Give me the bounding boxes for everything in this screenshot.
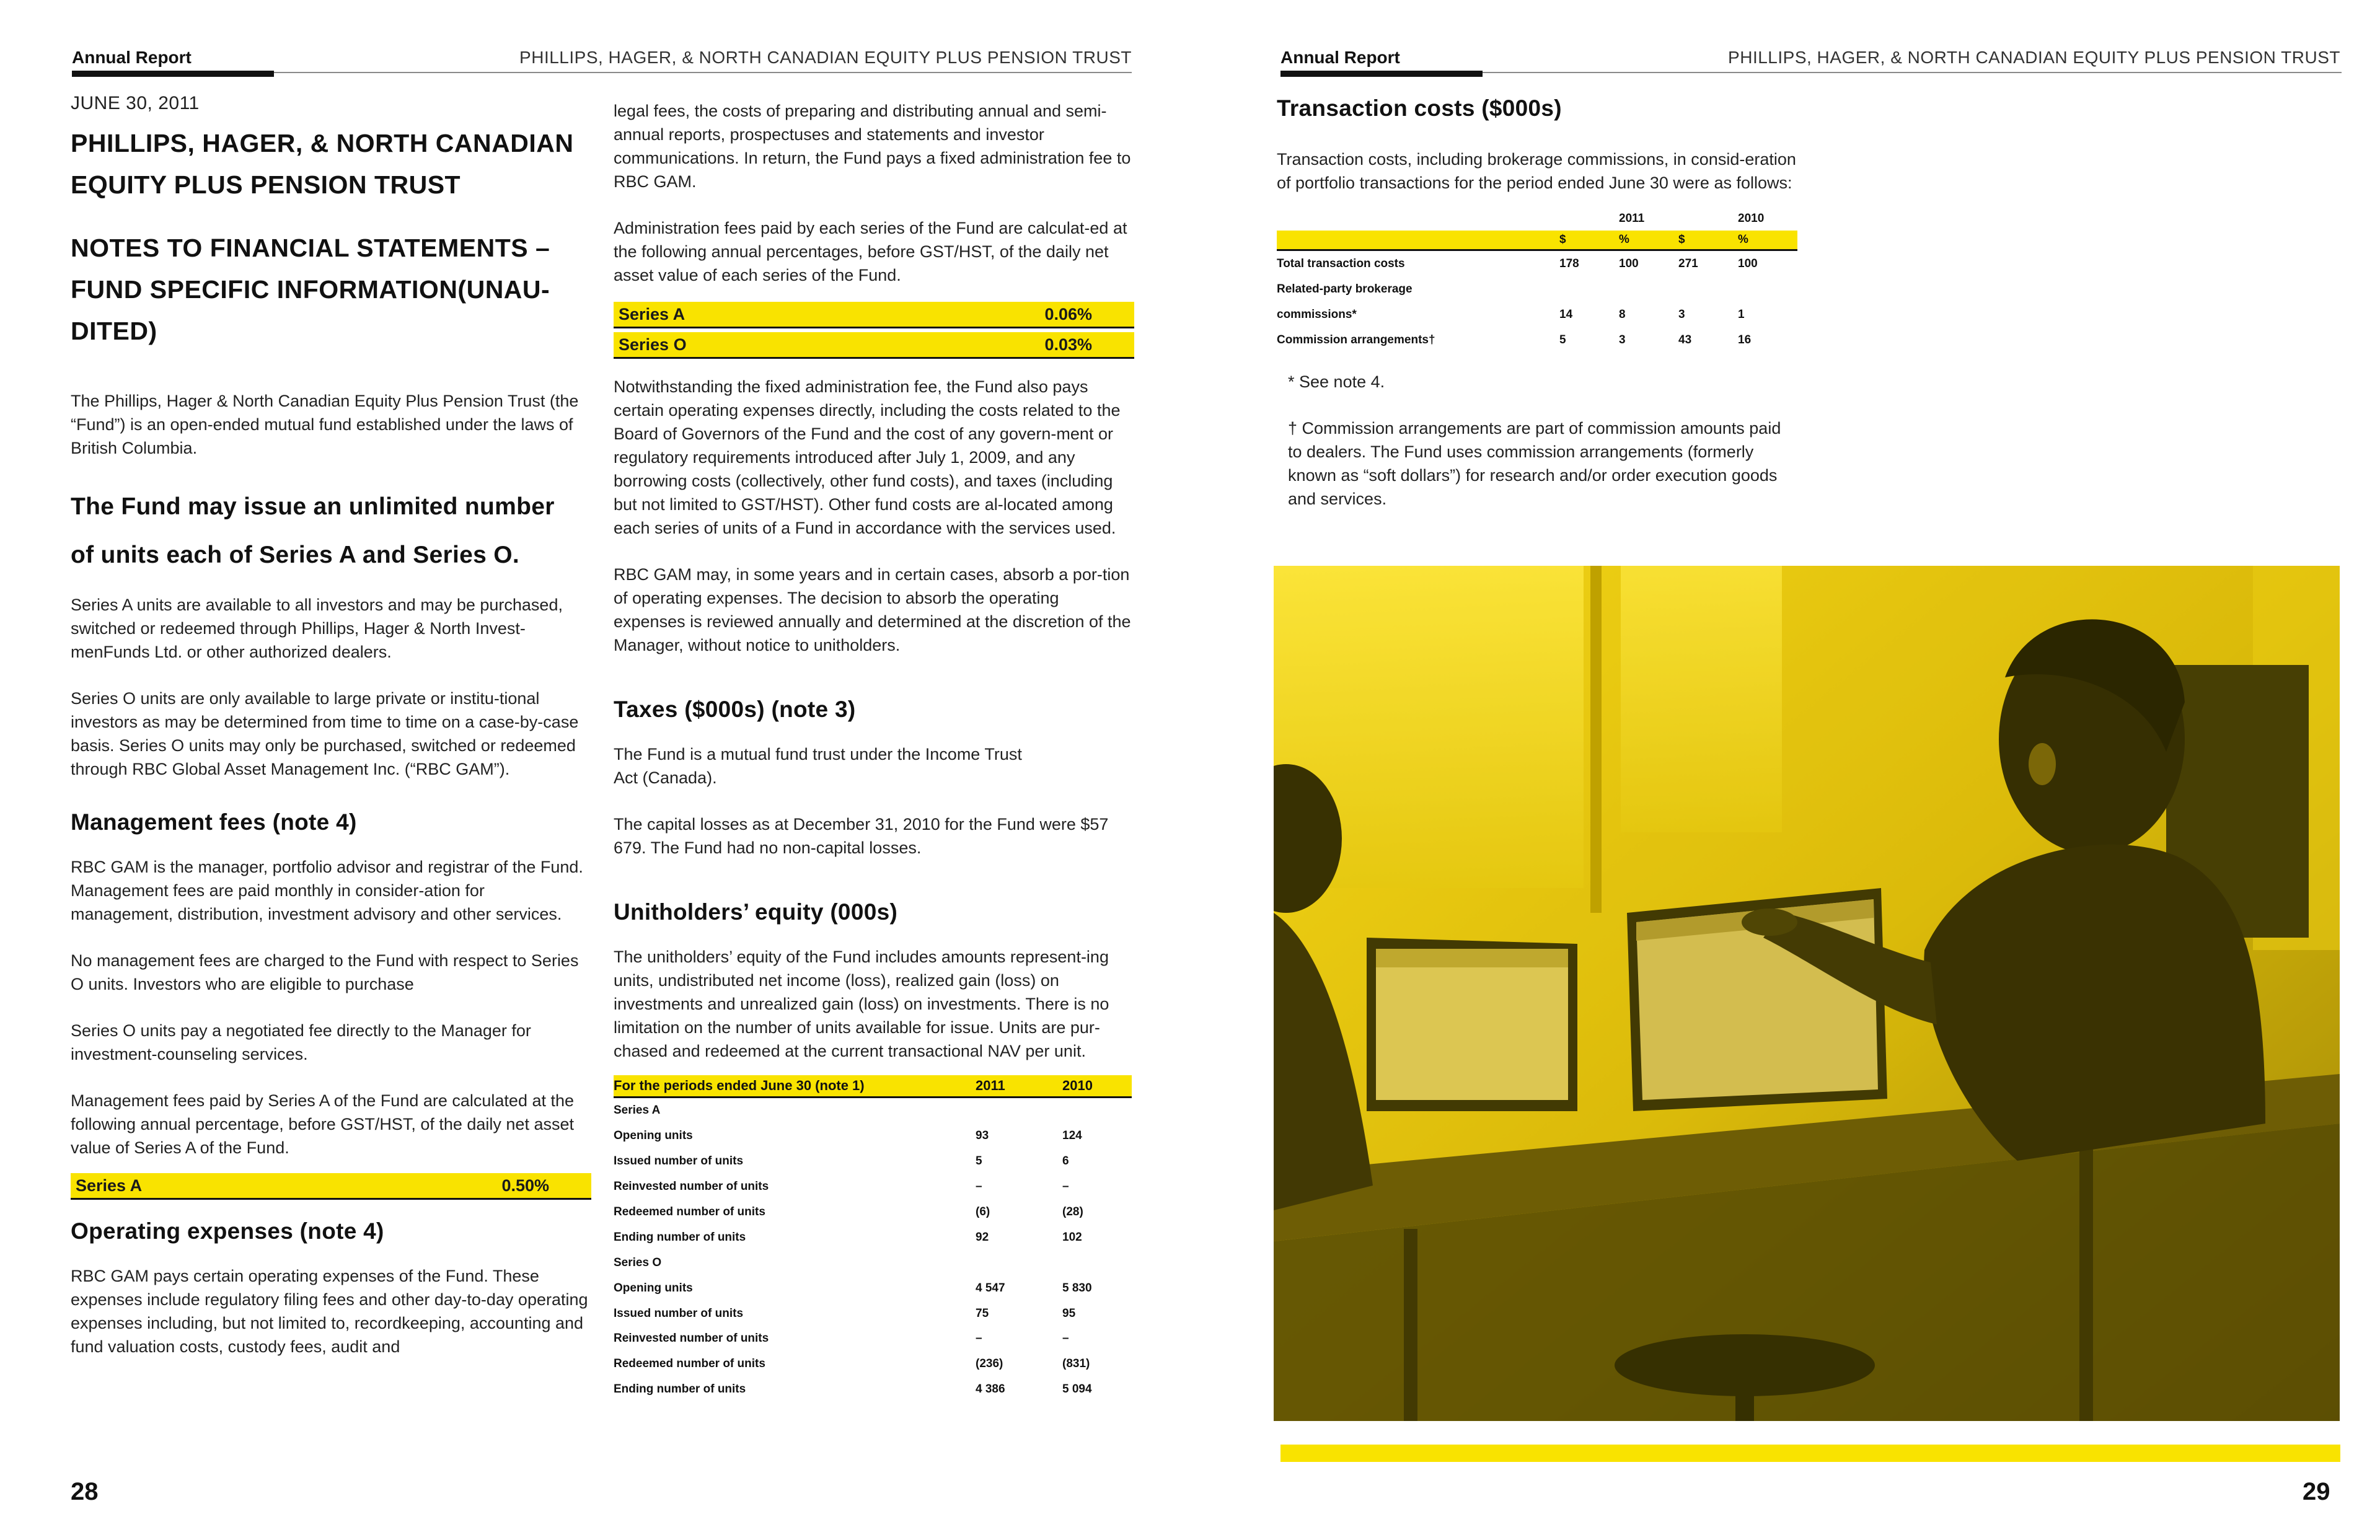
- admin-rate-table: [614, 302, 1134, 359]
- row-label: Opening units: [614, 1129, 693, 1143]
- units-table-row: [614, 1250, 1132, 1275]
- units-table-body: [614, 1098, 1132, 1402]
- row-value: [1738, 276, 1797, 302]
- row-label: Related-party brokerage: [1277, 282, 1413, 296]
- header-rule-accent: [72, 71, 274, 77]
- equity-paragraph: The unitholders’ equity of the Fund includes amounts represent-ing units, undistributed net income (loss), realized gain (loss) on investments and unrealized gain (loss) on investments. There is no limitation on the number of units available for issue. Units are pur-chased and redeemed at the current transactional NAV per unit.: [614, 948, 1109, 1060]
- footnote: † Commission arrangements are part of commission amounts paid to dealers. The Fund uses commission arrangements (formerly known as “soft dollars”) for research and/or order execution goods and services.: [1288, 419, 1781, 508]
- row-label: Issued number of units: [614, 1306, 744, 1320]
- equity-heading: Unitholders’ equity (000s): [614, 899, 898, 925]
- header-cell: 2011: [976, 1075, 1062, 1098]
- row-value: [1678, 276, 1738, 302]
- left-column: [71, 93, 591, 1381]
- units-table-row: [614, 1200, 1132, 1225]
- row-label: Opening units: [614, 1281, 693, 1295]
- row-value: 1: [1738, 307, 1745, 321]
- units-heading-line: The Fund may issue an unlimited number: [71, 493, 555, 520]
- units-heading-line: of units each of Series A and Series O.: [71, 542, 520, 568]
- rate-label: Series A: [76, 1176, 143, 1195]
- year-row: [1277, 207, 1797, 231]
- footnote: * See note 4.: [1288, 372, 1385, 391]
- transaction-heading: Transaction costs ($000s): [1277, 95, 1562, 121]
- unit-cell: %: [1619, 231, 1678, 250]
- rate-value: 0.03%: [1044, 335, 1092, 354]
- fund-title-line: PHILLIPS, HAGER, & NORTH CANADIAN: [71, 129, 574, 157]
- row-value: –: [976, 1332, 982, 1345]
- notes-title: [71, 227, 591, 352]
- row-value: –: [976, 1180, 982, 1194]
- row-value: 5: [1559, 333, 1566, 346]
- row-label: Series O: [614, 1256, 662, 1269]
- unit-row: [1277, 231, 1797, 250]
- row-value: (831): [1062, 1357, 1090, 1371]
- office-photo: [1274, 566, 2340, 1421]
- transaction-table-row: [1277, 327, 1797, 353]
- row-value: 5 094: [1062, 1383, 1092, 1396]
- row-label: Issued number of units: [614, 1155, 744, 1168]
- row-label: Reinvested number of units: [614, 1180, 769, 1194]
- row-value: (28): [1062, 1205, 1083, 1218]
- row-value: 5 830: [1062, 1281, 1092, 1295]
- row-value: [1559, 276, 1619, 302]
- row-label: Redeemed number of units: [614, 1357, 765, 1371]
- taxes-paragraph: The capital losses as at December 31, 2010 for the Fund were $57 679. The Fund had no non-capital losses.: [614, 815, 1109, 857]
- fund-title-line: EQUITY PLUS PENSION TRUST: [71, 170, 461, 199]
- row-value: [1619, 276, 1678, 302]
- row-value: 92: [976, 1230, 989, 1244]
- row-value: 3: [1678, 307, 1685, 321]
- row-label: Ending number of units: [614, 1383, 746, 1396]
- notes-title-line: FUND SPECIFIC INFORMATION(UNAU-: [71, 275, 550, 304]
- units-table-row: [614, 1301, 1132, 1326]
- notes-title-line: NOTES TO FINANCIAL STATEMENTS –: [71, 234, 550, 262]
- office-photo-illustration: [1274, 566, 2340, 1421]
- units-table-header: [614, 1075, 1132, 1098]
- yellow-accent-bar: [1280, 1445, 2340, 1462]
- transaction-table-row: [1277, 276, 1797, 302]
- row-value: 5: [976, 1155, 982, 1168]
- row-value: [1062, 1098, 1132, 1124]
- costs-paragraph: RBC GAM may, in some years and in certain cases, absorb a por-tion of operating expenses. The decision to absorb the operating expenses is reviewed annually and determined at the discretion of the Manager, without notice to unitholders.: [614, 565, 1131, 654]
- rate-value: 0.06%: [1044, 305, 1092, 323]
- row-value: 124: [1062, 1129, 1082, 1143]
- units-table-row: [614, 1174, 1132, 1200]
- row-label: Redeemed number of units: [614, 1205, 765, 1218]
- units-table-row: [614, 1326, 1132, 1352]
- rate-value: 0.50%: [501, 1176, 549, 1195]
- admin-paragraph: Administration fees paid by each series of the Fund are calculat-ed at the following annual percentages, before GST/HST, of the daily net asset value of each series of the Fund.: [614, 219, 1127, 284]
- row-label: Reinvested number of units: [614, 1332, 769, 1345]
- management-paragraph: No management fees are charged to the Fund with respect to Series O units. Investors who are eligible to purchase: [71, 951, 579, 993]
- row-value: 8: [1619, 307, 1626, 321]
- row-value: –: [1062, 1332, 1069, 1345]
- costs-paragraph: Notwithstanding the fixed administration fee, the Fund also pays certain operating expenses directly, including the costs related to the Board of Governors of the Fund and the cost of any govern-ment or regulatory requirements introduced after July 1, 2009, and any borrowing costs (collectively, other fund costs), and taxes (including but not limited to GST/HST). Other fund costs are al-located among each series of units of a Fund in accordance with the services used.: [614, 377, 1121, 537]
- footnotes: [1277, 370, 1796, 511]
- transaction-table-row: [1277, 302, 1797, 327]
- header-label: Annual Report: [1280, 48, 1400, 67]
- row-value: 95: [1062, 1306, 1076, 1320]
- series-o-paragraph: Series O units are only available to large private or institu-tional investors as may be determined from time to time on a case-by-case basis. Series O units may only be purchased, switched or redeemed through RBC Global Asset Management Inc. (“RBC GAM”).: [71, 689, 579, 778]
- row-value: 14: [1559, 307, 1573, 321]
- row-value: 43: [1678, 333, 1692, 346]
- page-number: 29: [2303, 1478, 2330, 1505]
- management-paragraph: Management fees paid by Series A of the Fund are calculated at the following annual percentage, before GST/HST, of the daily net asset value of Series A of the Fund.: [71, 1091, 575, 1157]
- row-value: –: [1062, 1180, 1069, 1194]
- units-heading: [71, 483, 591, 579]
- transaction-table-body: [1277, 250, 1797, 353]
- row-value: 93: [976, 1129, 989, 1143]
- row-value: 3: [1619, 333, 1626, 346]
- unit-cell: $: [1559, 231, 1619, 250]
- header-rule-accent: [1280, 71, 1483, 77]
- row-value: 100: [1738, 257, 1758, 270]
- row-value: (236): [976, 1357, 1003, 1371]
- taxes-paragraph: The Fund is a mutual fund trust under the Income Trust Act (Canada).: [614, 745, 1022, 787]
- series-a-paragraph: Series A units are available to all investors and may be purchased, switched or redeemed through Phillips, Hager & North Invest-menFunds Ltd. or other authorized dealers.: [71, 596, 563, 661]
- transaction-table: [1277, 207, 1797, 353]
- page-number: 28: [71, 1478, 99, 1505]
- intro-paragraph: The Phillips, Hager & North Canadian Equity Plus Pension Trust (the “Fund”) is an open-ended mutual fund established under the laws of British Columbia.: [71, 392, 579, 457]
- row-label: Ending number of units: [614, 1230, 746, 1244]
- middle-column: [614, 99, 1134, 1402]
- taxes-heading: Taxes ($000s) (note 3): [614, 697, 856, 722]
- year-cell: 2010: [1738, 212, 1765, 225]
- header-title: PHILLIPS, HAGER, & NORTH CANADIAN EQUITY PLUS PENSION TRUST: [1728, 48, 2340, 67]
- year-cell: 2011: [1619, 212, 1645, 225]
- row-label: Total transaction costs: [1277, 257, 1405, 270]
- row-value: 75: [976, 1306, 989, 1320]
- admin-paragraph: legal fees, the costs of preparing and distributing annual and semi-annual reports, prospectuses and statements and investor communications. In return, the Fund pays a fixed administration fee to RBC GAM.: [614, 102, 1131, 191]
- header-label: Annual Report: [72, 48, 192, 67]
- row-value: 16: [1738, 333, 1752, 346]
- notes-title-line: DITED): [71, 317, 157, 345]
- header-title: PHILLIPS, HAGER, & NORTH CANADIAN EQUITY PLUS PENSION TRUST: [519, 48, 1132, 67]
- units-table-row: [614, 1225, 1132, 1250]
- row-value: 6: [1062, 1155, 1069, 1168]
- row-label: Commission arrangements†: [1277, 333, 1435, 346]
- operating-expenses-heading: Operating expenses (note 4): [71, 1218, 384, 1244]
- row-value: 102: [1062, 1230, 1082, 1244]
- report-date: JUNE 30, 2011: [71, 93, 200, 113]
- row-value: [976, 1098, 1062, 1124]
- units-table-row: [614, 1149, 1132, 1174]
- header-cell: 2010: [1062, 1075, 1132, 1098]
- units-table-row: [614, 1275, 1132, 1301]
- row-value: 271: [1678, 257, 1698, 270]
- units-table-row: [614, 1124, 1132, 1149]
- units-table-row: [614, 1098, 1132, 1124]
- operating-paragraph: RBC GAM pays certain operating expenses of the Fund. These expenses include regulatory filing fees and other day-to-day operating expenses including, but not limited to, recordkeeping, accounting and fund valuation costs, custody fees, audit and: [71, 1267, 588, 1356]
- row-value: [1062, 1250, 1132, 1275]
- row-value: 4 547: [976, 1281, 1005, 1295]
- row-value: 100: [1619, 257, 1639, 270]
- row-value: (6): [976, 1205, 990, 1218]
- unit-cell: %: [1738, 231, 1797, 250]
- management-paragraph: Series O units pay a negotiated fee directly to the Manager for investment-counseling services.: [71, 1021, 531, 1063]
- unit-cell: $: [1678, 231, 1738, 250]
- row-label: commissions*: [1277, 307, 1357, 321]
- management-paragraph: RBC GAM is the manager, portfolio advisor and registrar of the Fund. Management fees are paid monthly in consider-ation for management, distribution, investment advisory and other services.: [71, 858, 583, 923]
- row-value: 178: [1559, 257, 1579, 270]
- transaction-table-row: [1277, 250, 1797, 277]
- row-value: [976, 1250, 1062, 1275]
- transaction-column: [1277, 94, 1810, 534]
- rate-label: Series A: [619, 305, 685, 323]
- management-fees-heading: Management fees (note 4): [71, 809, 357, 835]
- rate-row: [614, 302, 1134, 328]
- transaction-paragraph: Transaction costs, including brokerage commissions, in consid-eration of portfolio transactions for the period ended June 30 were as follows:: [1277, 150, 1796, 192]
- management-rate-table: [71, 1173, 591, 1200]
- rate-row: [71, 1173, 591, 1200]
- header-cell: For the periods ended June 30 (note 1): [614, 1075, 976, 1098]
- row-value: 4 386: [976, 1383, 1005, 1396]
- fund-title: [71, 123, 591, 206]
- rate-row: [614, 332, 1134, 359]
- row-label: Series A: [614, 1104, 661, 1117]
- units-table: [614, 1075, 1132, 1402]
- units-table-row: [614, 1377, 1132, 1402]
- rate-label: Series O: [619, 335, 687, 354]
- units-table-row: [614, 1352, 1132, 1377]
